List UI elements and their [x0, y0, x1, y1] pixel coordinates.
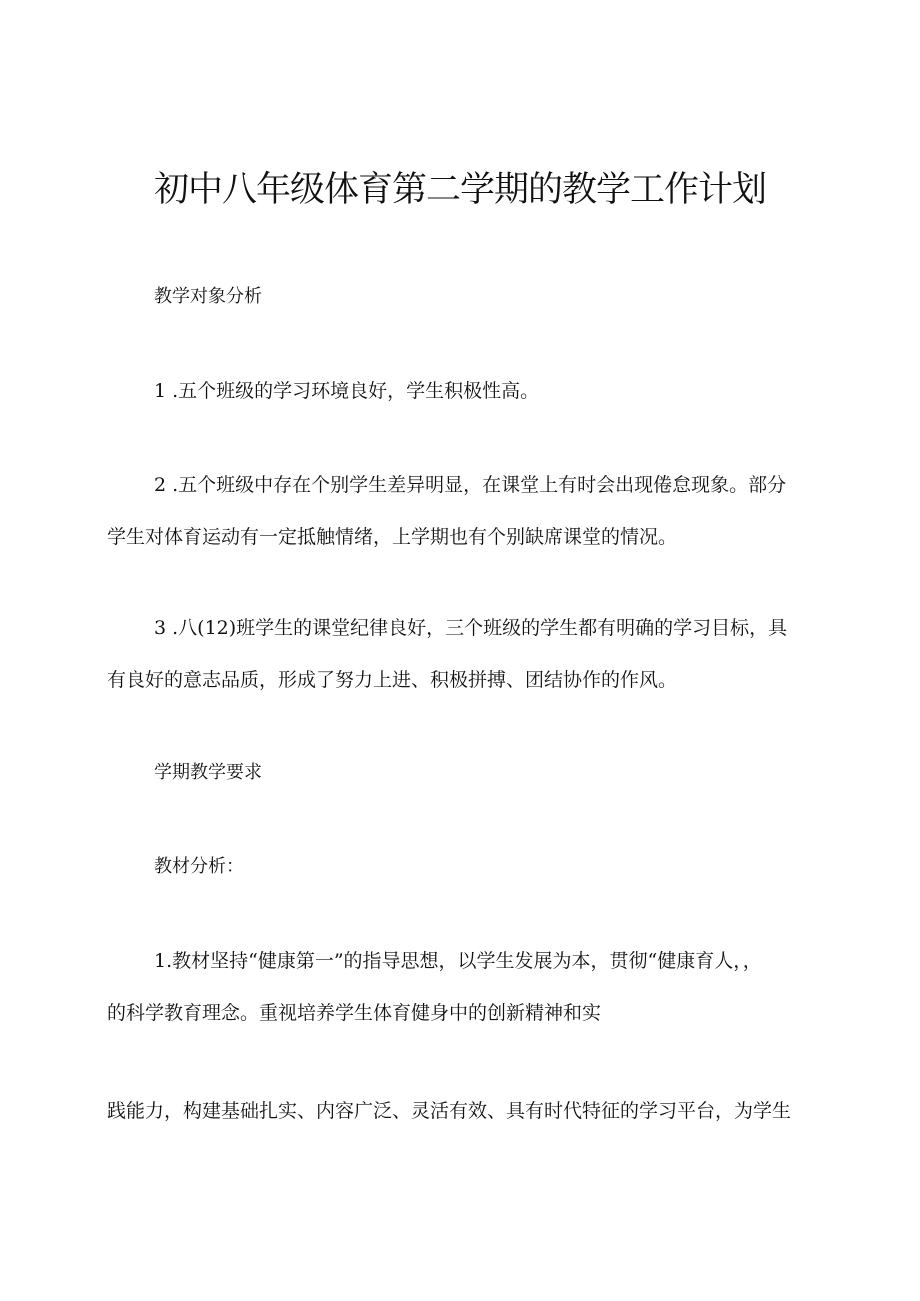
- subheading-textbook-analysis: 教材分析：: [154, 856, 244, 877]
- paragraph-line: 践能力，构建基础扎实、内容广泛、灵活有效、具有时代特征的学习平台，为学生: [107, 1100, 792, 1122]
- paragraph-item-1: [107, 365, 813, 417]
- paragraph-line: 1 .五个班级的学习环境良好，学生积极性高。: [154, 380, 540, 402]
- paragraph-item-3: [107, 602, 813, 706]
- section-heading-teaching-object-analysis: 教学对象分析: [154, 286, 262, 307]
- document-title: 初中八年级体育第二学期的教学工作计划: [153, 170, 766, 210]
- paragraph-textbook-item-1: [107, 935, 813, 1039]
- paragraph-line: 2 .五个班级中存在个别学生差异明显，在课堂上有时会出现倦怠现象。部分: [154, 474, 787, 496]
- paragraph-line: 3 .八(12)班学生的课堂纪律良好，三个班级的学生都有明确的学习目标，具: [154, 617, 788, 639]
- paragraph-continuation: [107, 1085, 813, 1137]
- paragraph-line: 有良好的意志品质，形成了努力上进、积极拼搏、团结协作的作风。: [107, 669, 678, 691]
- section-heading-semester-requirements: 学期教学要求: [154, 762, 262, 783]
- paragraph-item-2: [107, 459, 813, 563]
- paragraph-line: 1.教材坚持“健康第一”的指导思想，以学生发展为本，贯彻“健康育人，，: [154, 950, 762, 972]
- paragraph-line: 学生对体育运动有一定抵触情绪，上学期也有个别缺席课堂的情况。: [107, 526, 678, 548]
- paragraph-line: 的科学教育理念。重视培养学生体育健身中的创新精神和实: [107, 1002, 602, 1024]
